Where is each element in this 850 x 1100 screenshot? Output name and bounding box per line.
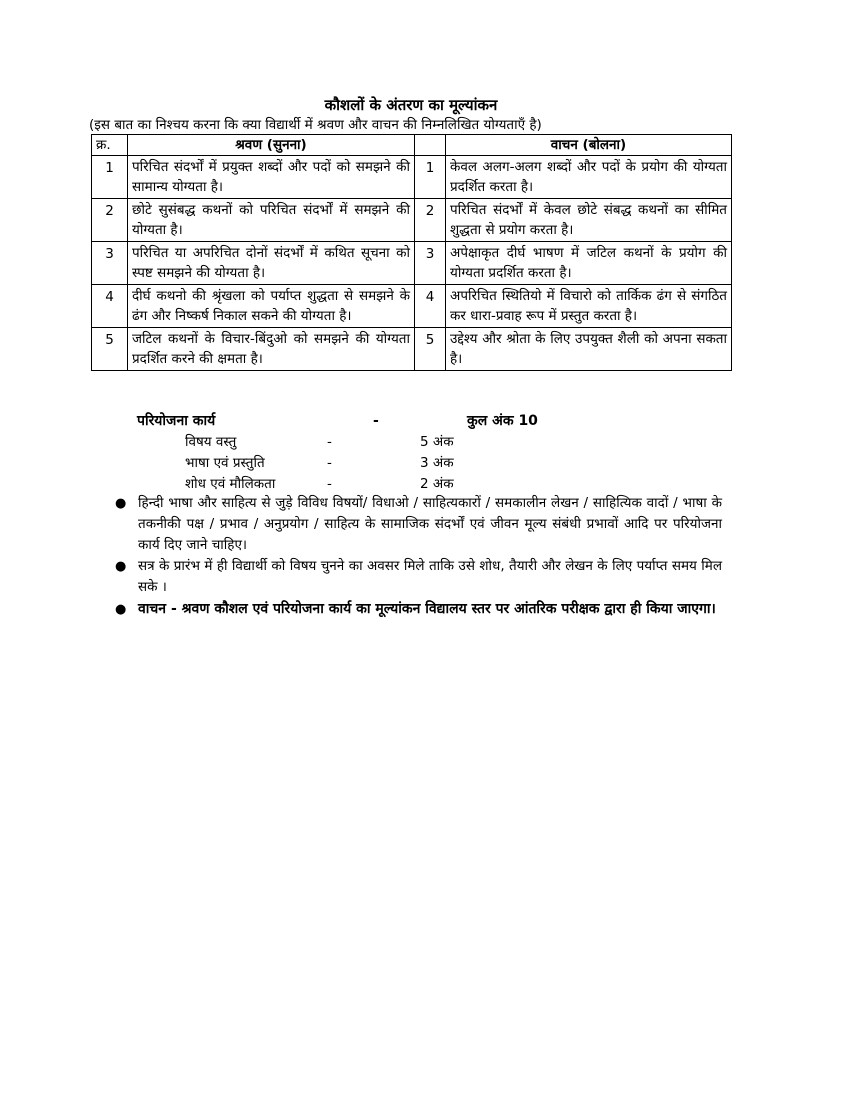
speaking-cell: अपरिचित स्थितियो में विचारो को तार्किक ढंग से संगठित कर धारा-प्रवाह रूप में प्रस्तुत करता है। <box>446 285 732 328</box>
assessment-section <box>91 95 731 371</box>
list-item-text: वाचन - श्रवण कौशल एवं परियोजना कार्य का मूल्यांकन विद्यालय स्तर पर आंतरिक परीक्षक द्वारा ही किया जाएगा। <box>138 601 716 617</box>
list-item <box>112 556 722 598</box>
blank-header <box>415 135 446 156</box>
marks-dash: - <box>327 476 332 492</box>
marks-dash: - <box>327 434 332 450</box>
marks-dash: - <box>327 455 332 471</box>
listening-cell: परिचित संदर्भों में प्रयुक्त शब्दों और पदों को समझने की सामान्य योग्यता है। <box>128 156 415 199</box>
guidelines-list <box>112 493 722 620</box>
project-label: परियोजना कार्य <box>137 413 216 429</box>
skills-table <box>91 134 732 371</box>
bullet-icon: ● <box>115 602 127 617</box>
row-number: 3 <box>92 242 128 285</box>
row-number: 4 <box>92 285 128 328</box>
table-row <box>92 199 732 242</box>
page-subtitle: (इस बात का निश्चय करना कि क्या विद्यार्थी में श्रवण और वाचन की निम्नलिखित योग्यताएँ है) <box>89 117 542 133</box>
list-item <box>112 599 722 620</box>
marks-row <box>137 453 737 474</box>
marks-criterion: शोध एवं मौलिकता <box>185 476 276 492</box>
speaking-cell: उद्देश्य और श्रोता के लिए उपयुक्त शैली को अपना सकता है। <box>446 328 732 371</box>
project-work-section <box>137 410 737 495</box>
row-number: 5 <box>92 328 128 371</box>
project-total-marks: कुल अंक 10 <box>467 413 538 429</box>
table-row <box>92 328 732 371</box>
speaking-header: वाचन (बोलना) <box>446 135 732 156</box>
marks-value: 2 अंक <box>420 476 454 492</box>
listening-cell: जटिल कथनों के विचार-बिंदुओ को समझने की योग्यता प्रदर्शित करने की क्षमता है। <box>128 328 415 371</box>
row-number: 4 <box>415 285 446 328</box>
listening-cell: दीर्घ कथनो की श्रृंखला को पर्याप्त शुद्धता से समझने के ढंग और निष्कर्ष निकाल सकने की योग्यता है। <box>128 285 415 328</box>
table-row <box>92 242 732 285</box>
marks-criterion: विषय वस्तु <box>185 434 237 450</box>
list-item <box>112 493 722 556</box>
table-row <box>92 156 732 199</box>
list-item-text: सत्र के प्रारंभ में ही विद्यार्थी को विषय चुनने का अवसर मिले ताकि उसे शोध, तैयारी और लेखन के लिए पर्याप्त समय मिल सके । <box>138 558 722 595</box>
row-number: 1 <box>415 156 446 199</box>
row-number: 3 <box>415 242 446 285</box>
table-row <box>92 285 732 328</box>
listening-cell: छोटे सुसंबद्ध कथनों को परिचित संदर्भों में समझने की योग्यता है। <box>128 199 415 242</box>
table-header-row <box>92 135 732 156</box>
bullet-icon: ● <box>115 496 127 511</box>
marks-row <box>137 474 737 495</box>
page-title: कौशलों के अंतरण का मूल्यांकन <box>324 96 498 114</box>
serial-header: क्र. <box>92 135 128 156</box>
list-item-text: हिन्दी भाषा और साहित्य से जुड़े विविध विषयों/ विधाओ / साहित्यकारों / समकालीन लेखन / साहित्यिक वादों / भाषा के तकनीकी पक्ष / प्रभाव / अनुप्रयोग / साहित्य के सामाजिक संदर्भों एवं जीवन मूल्य संबंधी प्रभावों आदि पर परियोजना कार्य दिए जाने चाहिए। <box>138 495 722 553</box>
speaking-cell: केवल अलग-अलग शब्दों और पदों के प्रयोग की योग्यता प्रदर्शित करता है। <box>446 156 732 199</box>
marks-criterion: भाषा एवं प्रस्तुति <box>185 455 265 471</box>
marks-value: 5 अंक <box>420 434 454 450</box>
project-heading <box>137 410 737 432</box>
listening-cell: परिचित या अपरिचित दोनों संदर्भों में कथित सूचना को स्पष्ट समझने की योग्यता है। <box>128 242 415 285</box>
project-dash: - <box>373 413 379 429</box>
listening-header: श्रवण (सुनना) <box>128 135 415 156</box>
row-number: 2 <box>92 199 128 242</box>
speaking-cell: अपेक्षाकृत दीर्घ भाषण में जटिल कथनों के प्रयोग की योग्यता प्रदर्शित करता है। <box>446 242 732 285</box>
row-number: 1 <box>92 156 128 199</box>
speaking-cell: परिचित संदर्भों में केवल छोटे संबद्ध कथनों का सीमित शुद्धता से प्रयोग करता है। <box>446 199 732 242</box>
row-number: 5 <box>415 328 446 371</box>
marks-value: 3 अंक <box>420 455 454 471</box>
bullet-icon: ● <box>115 559 127 574</box>
marks-row <box>137 432 737 453</box>
row-number: 2 <box>415 199 446 242</box>
